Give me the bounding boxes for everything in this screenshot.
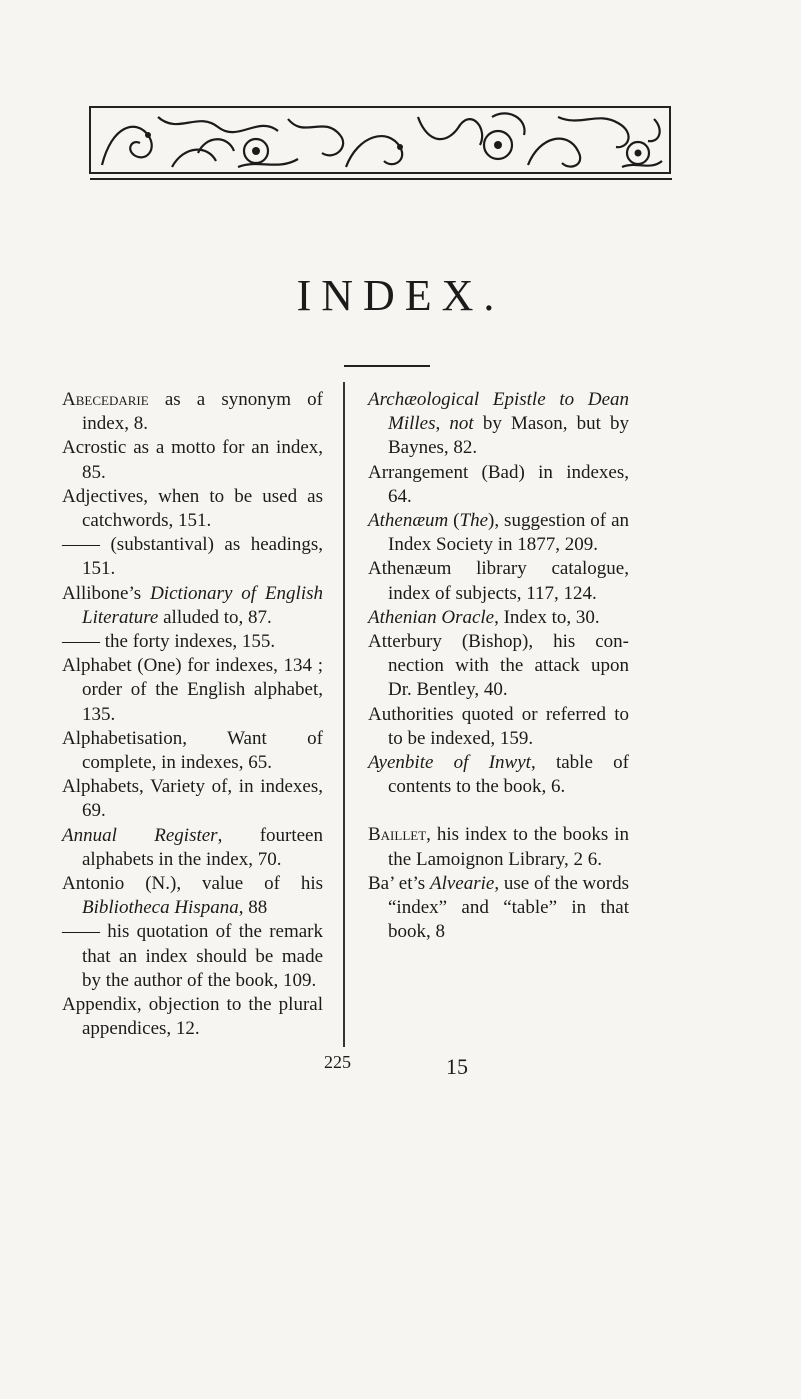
index-entry <box>368 606 629 630</box>
entry-text: Ba’ et’s <box>368 872 430 894</box>
entry-text: Alvearie <box>429 872 495 894</box>
index-entry <box>62 775 323 823</box>
index-column-right <box>368 388 629 944</box>
entry-text: Allibone’s <box>62 582 151 604</box>
index-entry <box>368 630 629 703</box>
entry-text: Alphabets, Variety of, in indexes, 69. <box>62 776 323 822</box>
index-entry <box>62 582 323 630</box>
entry-text: —— (substantival) as headings, 151. <box>62 534 323 580</box>
entry-text: —— the forty indexes, 155. <box>62 631 276 653</box>
entry-text: Alphabet (One) for indexes, 134 ; order of the English alphabet, 135. <box>62 655 323 725</box>
entry-text: Baillet <box>368 824 427 846</box>
entry-text: , 88 <box>238 897 268 919</box>
index-entry <box>62 727 323 775</box>
entry-text: Dictionary of English Literature <box>82 582 323 628</box>
index-entry <box>62 654 323 727</box>
signature-mark: 15 <box>446 1054 468 1079</box>
index-entry <box>62 920 323 993</box>
entry-text: Authorities quoted or referred to to be indexed, 159. <box>368 703 629 749</box>
entry-text: , <box>435 413 450 435</box>
entry-text: Alphabetisation, Want of complete, in indexes, 65. <box>62 727 323 774</box>
entry-text: Bibliotheca Hispana <box>82 897 239 919</box>
entry-text: Arrangement (Bad) in indexes, 64. <box>368 461 629 507</box>
entry-text: ), suggestion of an Index Society in 1877, 209. <box>388 510 630 556</box>
entry-text: —— his quotation of the remark that an index should be made by the author of the book, 109. <box>62 921 323 991</box>
entry-text: Athenæum library catalogue, index of subjects, 117, 124. <box>368 558 629 604</box>
index-entry <box>368 461 629 509</box>
entry-text: Antonio (N.), value of his <box>62 873 323 895</box>
entry-text: Athenian Oracle <box>368 606 495 628</box>
entry-text: ( <box>448 510 460 532</box>
page-number: 225 <box>324 1052 351 1072</box>
index-entry <box>368 823 629 871</box>
entry-text: by Mason, but by Baynes, 82. <box>388 413 630 459</box>
index-entry <box>368 509 629 557</box>
index-entry <box>62 436 323 484</box>
entry-text: Adjectives, when to be used as catchwords, 151. <box>62 485 323 532</box>
entry-text: , Index to, 30. <box>494 606 600 628</box>
entry-text: The <box>459 510 489 532</box>
entry-text: , his index to the books in the Lamoignon Library, 2 6. <box>388 824 629 870</box>
index-entry <box>62 824 323 872</box>
entry-text: Appendix, objection to the plural appendices, 12. <box>62 994 323 1040</box>
entry-text: Abecedarie <box>62 389 149 410</box>
index-entry <box>62 872 323 920</box>
page-title: INDEX. <box>296 271 505 320</box>
index-entry <box>62 993 323 1041</box>
index-entry <box>368 751 629 799</box>
index-entry <box>62 388 323 436</box>
index-entry <box>368 557 629 605</box>
page-footer <box>0 1052 801 1082</box>
index-entry <box>368 872 629 945</box>
index-entry <box>62 630 323 654</box>
column-divider <box>343 382 345 1047</box>
entry-text: Annual Register <box>62 824 218 846</box>
decorative-headpiece <box>88 105 672 183</box>
entry-text: , use of the words “index” and “table” in that book, 8 <box>388 872 629 943</box>
index-entry <box>62 485 323 533</box>
entry-text: , table of contents to the book, 6. <box>388 752 629 798</box>
entry-text: not <box>449 413 474 435</box>
entry-text: Ayenbite of Inwyt <box>368 752 531 774</box>
index-entry <box>62 533 323 581</box>
entry-text: , fourteen alphabets in the index, 70. <box>82 824 323 870</box>
entry-text: Acrostic as a motto for an index, 85. <box>62 437 323 483</box>
entry-text: Archæological Epistle to Dean Milles <box>368 389 629 435</box>
index-entry <box>368 388 629 461</box>
entry-text: as a synonym of index, 8. <box>82 389 323 435</box>
index-entry <box>368 703 629 751</box>
entry-text: Athenæum <box>368 510 449 532</box>
entry-text: Atterbury (Bishop), his connection with the attack upon Dr. Bentley, 40. <box>368 631 629 701</box>
entry-text: alluded to, 87. <box>158 606 272 628</box>
index-column-left <box>62 388 323 1041</box>
title-rule <box>344 365 430 367</box>
